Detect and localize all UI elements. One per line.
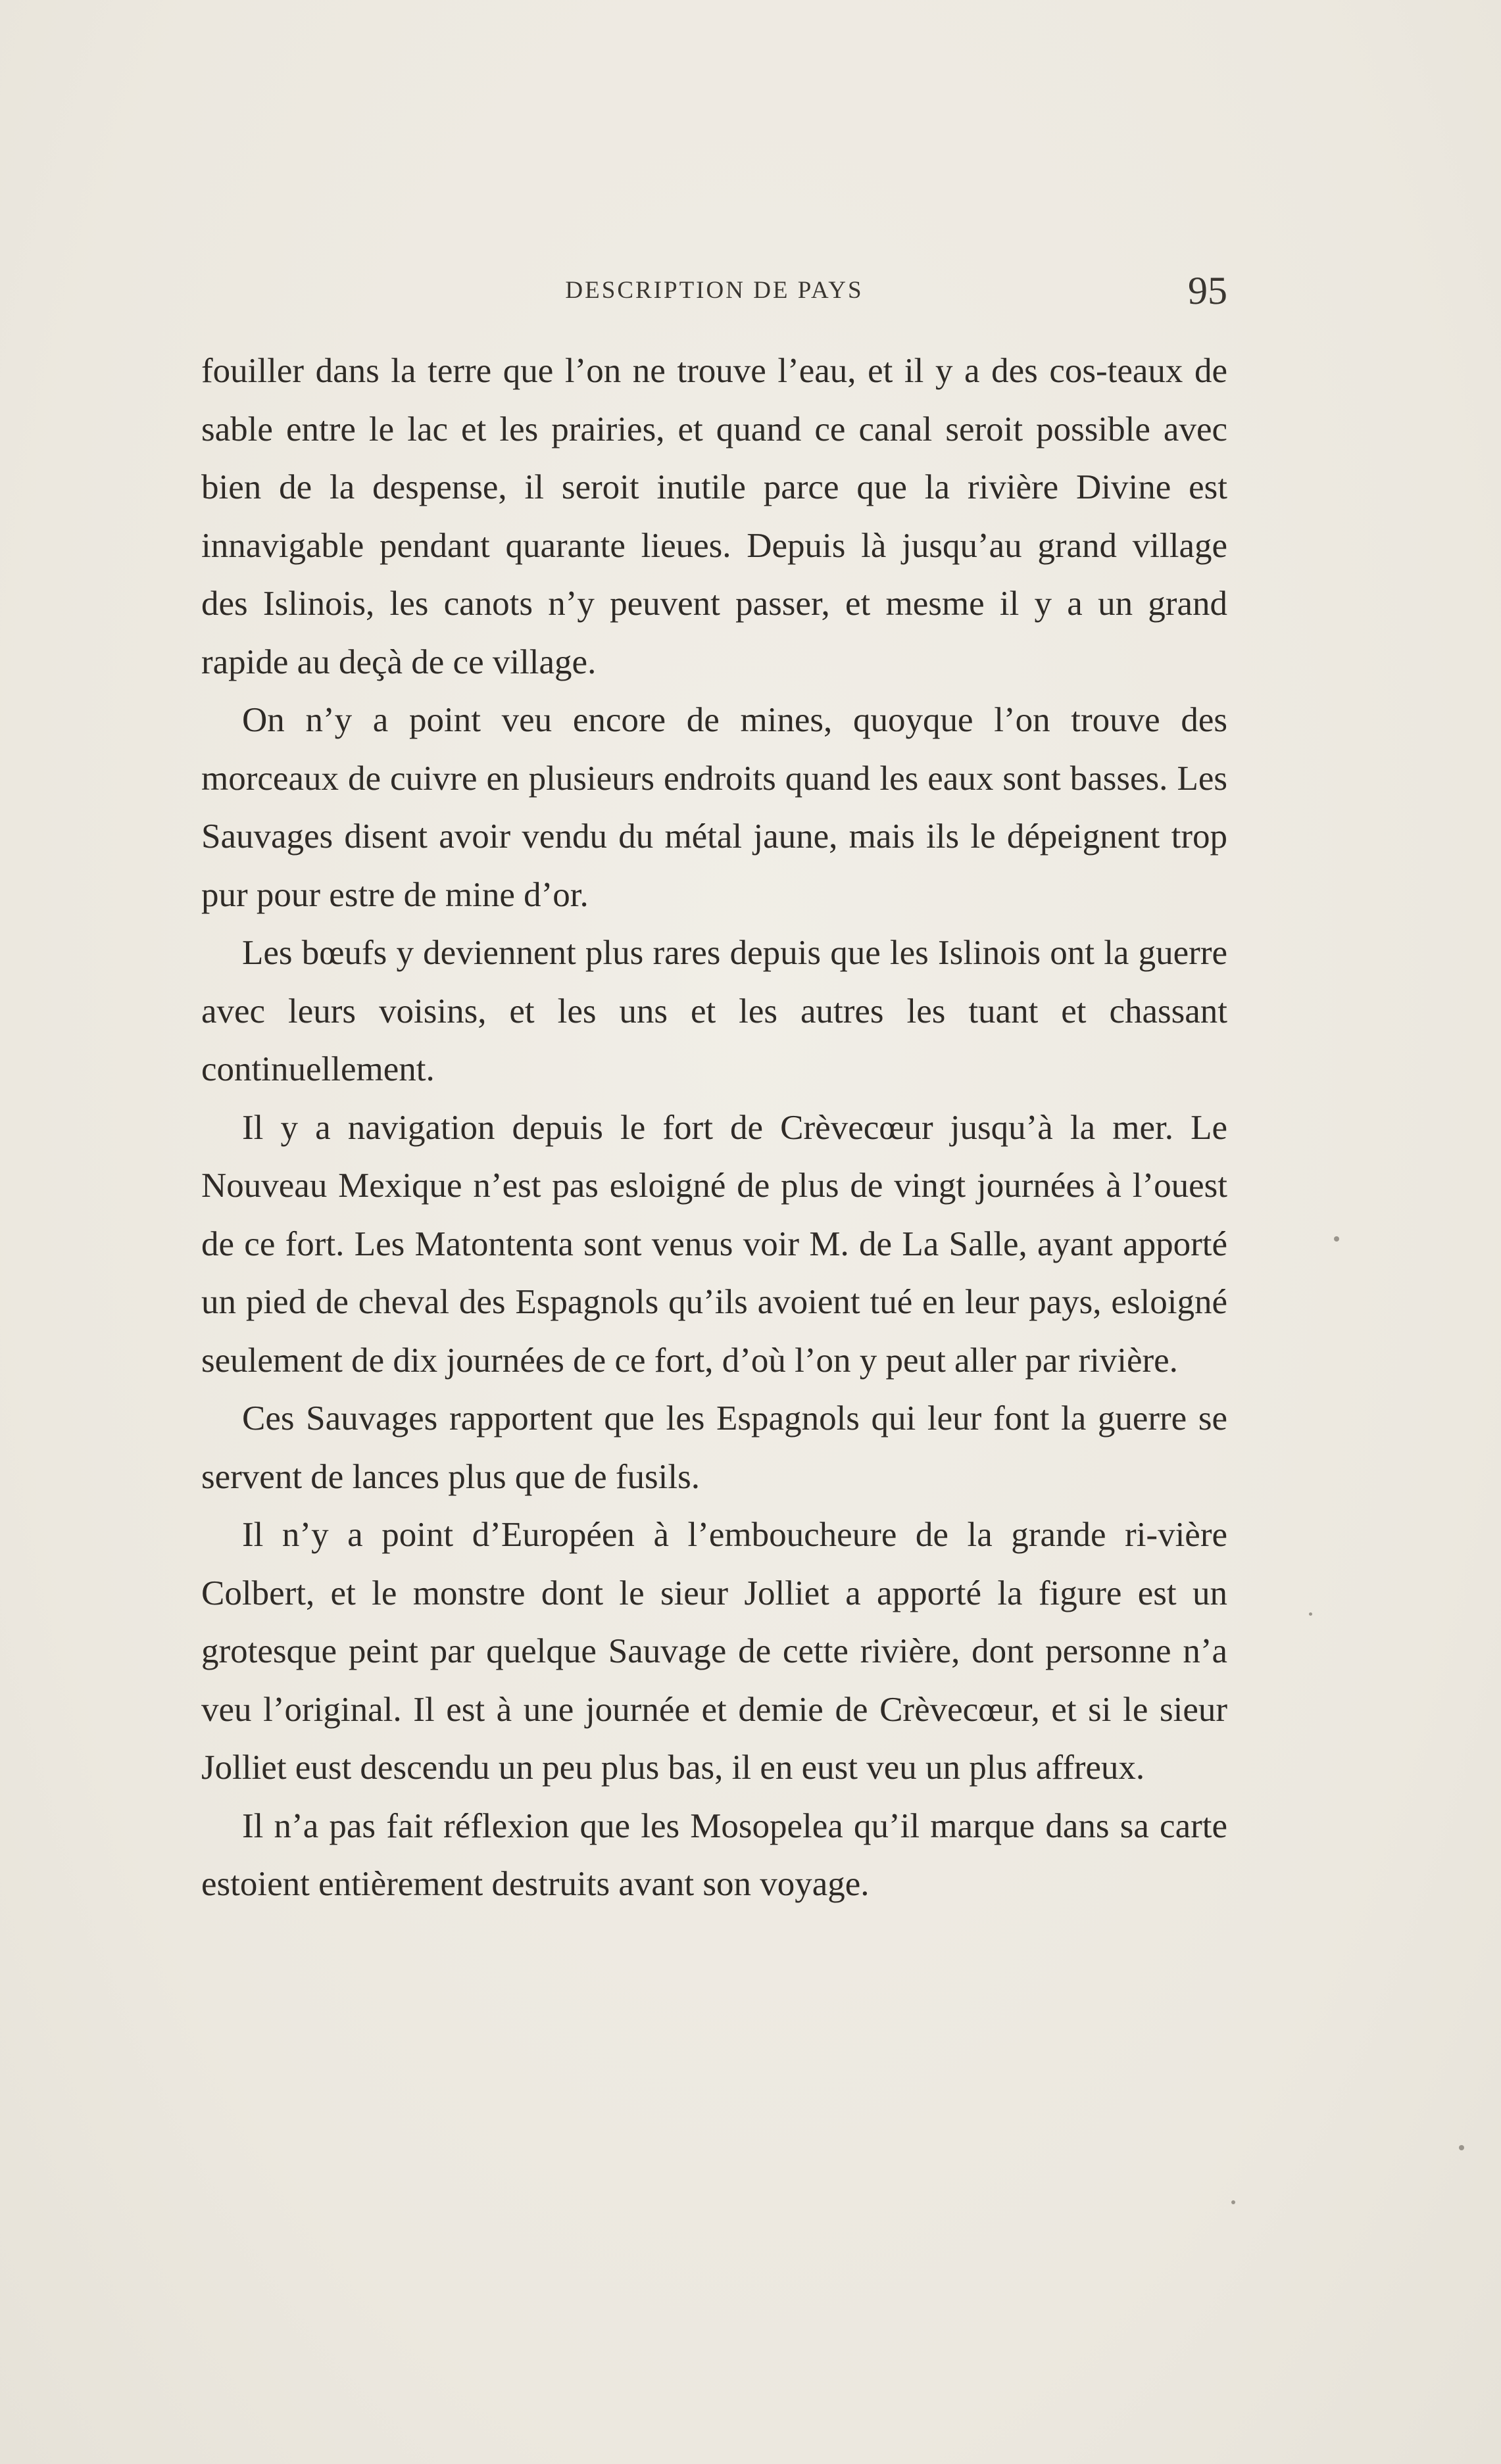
paper-speck xyxy=(1459,2145,1464,2150)
running-head xyxy=(201,262,1227,314)
body-text xyxy=(201,342,1227,1914)
paragraph: On n’y a point veu encore de mines, quoyque l’on trouve des morceaux de cuivre en plusieurs endroits quand les eaux sont basses. Les Sauvages disent avoir vendu du métal jaune, mais ils le dépeignent trop pur pour estre de mine d’or. xyxy=(201,701,1227,914)
paragraph: Les bœufs y deviennent plus rares depuis que les Islinois ont la guerre avec leurs voisins, et les uns et les autres les tuant et chassant continuellement. xyxy=(201,934,1227,1088)
paragraph: fouiller dans la terre que l’on ne trouve l’eau, et il y a des cos-teaux de sable entre le lac et les prairies, et quand ce canal seroit possible avec bien de la despense, il seroit inutile parce que la rivière Divine est innavigable pendant quarante lieues. Depuis là jusqu’au grand village des Islinois, les canots n’y peuvent passer, et mesme il y a un grand rapide au deçà de ce village. xyxy=(201,352,1227,681)
running-head-title: DESCRIPTION DE PAYS xyxy=(565,277,864,304)
paragraph: Ces Sauvages rapportent que les Espagnols qui leur font la guerre se servent de lances plus que de fusils. xyxy=(201,1399,1227,1496)
paper-speck xyxy=(1231,2200,1235,2204)
paragraph: Il y a navigation depuis le fort de Crèvecœur jusqu’à la mer. Le Nouveau Mexique n’est pas esloigné de plus de vingt journées à l’ouest de ce fort. Les Matontenta sont venus voir M. de La Salle, ayant apporté un pied de cheval des Espagnols qu’ils avoient tué en leur pays, esloigné seulement de dix journées de ce fort, d’où l’on y peut aller par rivière. xyxy=(201,1108,1227,1380)
paper-speck xyxy=(1334,1236,1339,1242)
paragraph: Il n’a pas fait réflexion que les Mosopelea qu’il marque dans sa carte estoient entièrement destruits avant son voyage. xyxy=(201,1806,1227,1903)
page-number: 95 xyxy=(1188,269,1227,312)
paper-speck xyxy=(1309,1612,1312,1616)
paragraph: Il n’y a point d’Européen à l’embouchеure de la grande ri-vière Colbert, et le monstre dont le sieur Jolliet a apporté la figure est un grotesque peint par quelque Sauvage de cette rivière, dont personne n’a veu l’original. Il est à une journée et demie de Crèvecœur, et si le sieur Jolliet eust descendu un peu plus bas, il en eust veu un plus affreux. xyxy=(201,1516,1227,1787)
